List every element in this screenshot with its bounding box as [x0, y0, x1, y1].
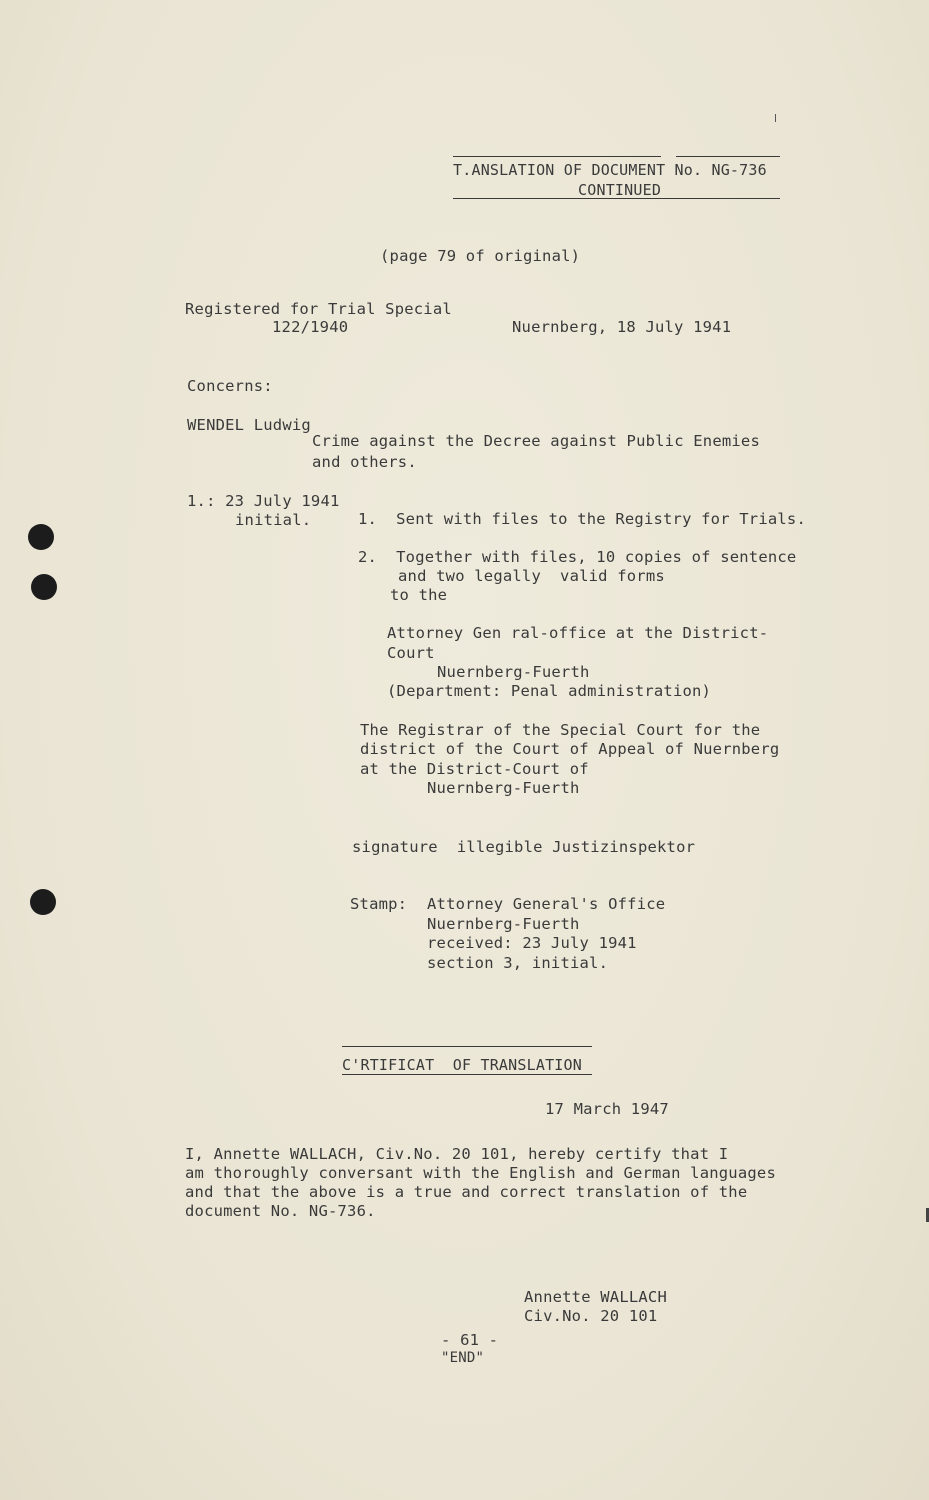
- punch-hole-2: [31, 574, 57, 600]
- registrar-line2: district of the Court of Appeal of Nuernberg: [360, 740, 780, 758]
- margin-tick: [775, 114, 776, 122]
- subject-name: WENDEL Ludwig: [187, 416, 311, 434]
- punch-hole-1: [28, 524, 54, 550]
- certificate-body-line1: I, Annette WALLACH, Civ.No. 20 101, hereby certify that I: [185, 1145, 729, 1163]
- translator-civ-number: Civ.No. 20 101: [524, 1307, 658, 1325]
- certificate-body-line4: document No. NG-736.: [185, 1202, 376, 1220]
- subject-line1: Crime against the Decree against Public Enemies: [312, 432, 760, 450]
- certificate-rule-top: [342, 1046, 592, 1047]
- translator-name: Annette WALLACH: [524, 1288, 667, 1306]
- stamp-line3: received: 23 July 1941: [427, 934, 637, 952]
- entry-item2-line3: to the: [390, 586, 448, 604]
- certificate-rule-bottom: [342, 1074, 592, 1075]
- subject-line2: and others.: [312, 453, 417, 471]
- stamp-line2: Nuernberg-Fuerth: [427, 915, 580, 933]
- address-line2: Court: [387, 644, 435, 662]
- entry-initial: initial.: [235, 511, 312, 529]
- registered-line1: Registered for Trial Special: [185, 300, 452, 318]
- certificate-title: C'RTIFICAT OF TRANSLATION: [342, 1056, 582, 1074]
- entry-item2-line2: and two legally valid forms: [398, 567, 665, 585]
- entry-date: 1.: 23 July 1941: [187, 492, 340, 510]
- registered-number: 122/1940: [272, 318, 349, 336]
- concerns-label: Concerns:: [187, 377, 273, 395]
- certificate-date: 17 March 1947: [545, 1100, 669, 1118]
- certificate-body-line3: and that the above is a true and correct translation of the: [185, 1183, 748, 1201]
- stamp-line1: Attorney General's Office: [427, 895, 666, 913]
- registrar-line1: The Registrar of the Special Court for the: [360, 721, 761, 739]
- document-continued: CONTINUED: [578, 181, 662, 199]
- header-rule-bottom: [453, 198, 780, 199]
- header-rule-top: [453, 156, 661, 157]
- header-rule-top-right: [676, 156, 780, 157]
- signature-line: signature illegible Justizinspektor: [352, 838, 696, 856]
- end-marker: "END": [441, 1350, 485, 1366]
- address-line1: Attorney Gen ral-office at the District-: [387, 624, 769, 642]
- registrar-line3: at the District-Court of: [360, 760, 589, 778]
- page-reference: (page 79 of original): [380, 247, 581, 265]
- stamp-label: Stamp:: [350, 895, 408, 913]
- entry-item2-line1: 2. Together with files, 10 copies of sentence: [358, 548, 797, 566]
- address-line3: Nuernberg-Fuerth: [437, 663, 590, 681]
- registrar-line4: Nuernberg-Fuerth: [427, 779, 580, 797]
- punch-hole-3: [30, 889, 56, 915]
- address-line4: (Department: Penal administration): [387, 682, 712, 700]
- page-number: - 61 -: [441, 1331, 499, 1349]
- document-title: T.ANSLATION OF DOCUMENT No. NG-736: [453, 161, 767, 179]
- place-date: Nuernberg, 18 July 1941: [512, 318, 732, 336]
- entry-item1: 1. Sent with files to the Registry for Trials.: [358, 510, 806, 528]
- stamp-line4: section 3, initial.: [427, 954, 609, 972]
- certificate-body-line2: am thoroughly conversant with the English and German languages: [185, 1164, 776, 1182]
